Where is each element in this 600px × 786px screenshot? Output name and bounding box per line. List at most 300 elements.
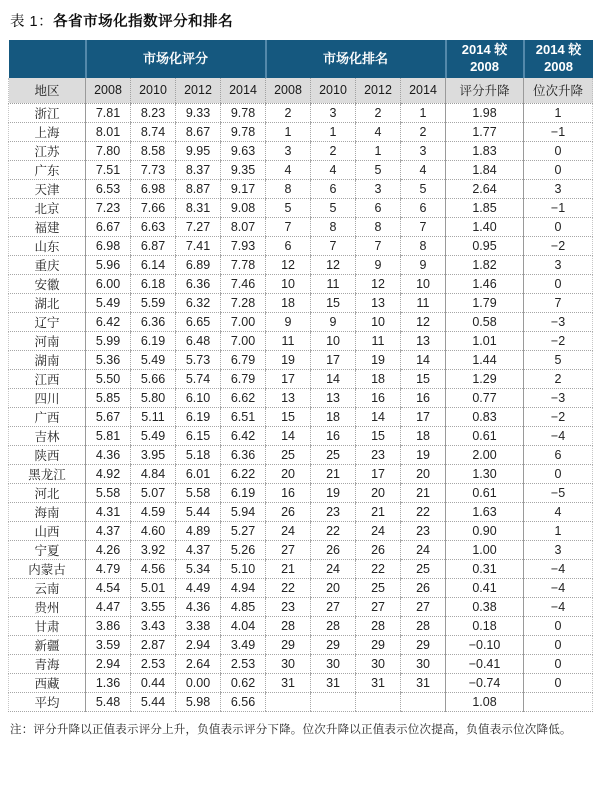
cell-rank-2012: 20	[356, 483, 401, 502]
cell-rank-2012: 30	[356, 654, 401, 673]
cell-score-2010: 5.59	[131, 293, 176, 312]
score-year-header-2010: 2010	[131, 78, 176, 103]
score-change-column-header: 评分升降	[446, 78, 524, 103]
cell-rank-change: 0	[524, 635, 593, 654]
cell-score-2014: 6.19	[221, 483, 266, 502]
cell-rank-2014: 21	[401, 483, 446, 502]
cell-score-2014: 9.08	[221, 198, 266, 217]
cell-score-2008: 7.23	[86, 198, 131, 217]
cell-rank-change: −4	[524, 426, 593, 445]
cell-score-2010: 6.14	[131, 255, 176, 274]
cell-score-2012: 4.49	[176, 578, 221, 597]
cell-score-2008: 5.99	[86, 331, 131, 350]
cell-score-2012: 8.67	[176, 122, 221, 141]
cell-score-2010: 6.18	[131, 274, 176, 293]
table-row	[9, 578, 593, 597]
table-row	[9, 692, 593, 711]
score-year-header-2008: 2008	[86, 78, 131, 103]
cell-score-2014: 4.85	[221, 597, 266, 616]
cell-rank-2010: 3	[311, 103, 356, 122]
cell-rank-2008: 17	[266, 369, 311, 388]
cell-rank-2012: 11	[356, 331, 401, 350]
cell-rank-2010: 24	[311, 559, 356, 578]
cell-score-2008: 5.48	[86, 692, 131, 711]
cell-score-2010: 5.01	[131, 578, 176, 597]
cell-rank-2014: 31	[401, 673, 446, 692]
cell-score-2014: 9.78	[221, 103, 266, 122]
cell-rank-change: 0	[524, 464, 593, 483]
cell-region: 四川	[9, 388, 86, 407]
cell-score-change: 0.77	[446, 388, 524, 407]
cell-rank-2008: 23	[266, 597, 311, 616]
cell-rank-2014: 25	[401, 559, 446, 578]
cell-score-2012: 6.10	[176, 388, 221, 407]
cell-score-2012: 8.31	[176, 198, 221, 217]
cell-score-2014: 6.22	[221, 464, 266, 483]
corner-cell	[9, 40, 86, 78]
table-row	[9, 217, 593, 236]
cell-rank-2008: 14	[266, 426, 311, 445]
cell-region: 河北	[9, 483, 86, 502]
cell-rank-2012: 4	[356, 122, 401, 141]
cell-rank-change: −5	[524, 483, 593, 502]
cell-score-change: 0.18	[446, 616, 524, 635]
cell-rank-2008: 16	[266, 483, 311, 502]
table-row	[9, 312, 593, 331]
table-row	[9, 445, 593, 464]
cell-score-2008: 4.36	[86, 445, 131, 464]
cell-rank-2010: 5	[311, 198, 356, 217]
cell-rank-2010: 9	[311, 312, 356, 331]
cell-rank-2008: 13	[266, 388, 311, 407]
cell-region: 内蒙古	[9, 559, 86, 578]
cell-region: 江苏	[9, 141, 86, 160]
cell-region: 湖北	[9, 293, 86, 312]
cell-score-change: 1.85	[446, 198, 524, 217]
cell-rank-change: 0	[524, 141, 593, 160]
cell-rank-2014: 8	[401, 236, 446, 255]
cell-score-change: 1.29	[446, 369, 524, 388]
cell-rank-change: −4	[524, 559, 593, 578]
cell-rank-2008: 22	[266, 578, 311, 597]
cell-rank-2008: 31	[266, 673, 311, 692]
cell-score-2014: 6.42	[221, 426, 266, 445]
cell-score-2010: 5.44	[131, 692, 176, 711]
cell-score-change: 1.30	[446, 464, 524, 483]
cell-region: 浙江	[9, 103, 86, 122]
cell-region: 湖南	[9, 350, 86, 369]
cell-score-2014: 2.53	[221, 654, 266, 673]
cell-score-change: 0.61	[446, 426, 524, 445]
cell-score-2010: 5.49	[131, 426, 176, 445]
cell-score-2010: 8.58	[131, 141, 176, 160]
cell-rank-change: 0	[524, 673, 593, 692]
cell-score-2008: 5.50	[86, 369, 131, 388]
cell-score-2010: 3.92	[131, 540, 176, 559]
cell-score-change: 0.61	[446, 483, 524, 502]
cell-region: 广西	[9, 407, 86, 426]
cell-rank-2010: 1	[311, 122, 356, 141]
cell-score-2012: 3.38	[176, 616, 221, 635]
cell-rank-change: 6	[524, 445, 593, 464]
sub-header-row	[9, 78, 593, 103]
cell-score-2008: 4.26	[86, 540, 131, 559]
cell-score-2008: 4.31	[86, 502, 131, 521]
rank-change-column-header: 位次升降	[524, 78, 593, 103]
cell-rank-change: 5	[524, 350, 593, 369]
cell-region: 福建	[9, 217, 86, 236]
table-row	[9, 464, 593, 483]
rank-year-header-2008: 2008	[266, 78, 311, 103]
cell-rank-2010: 21	[311, 464, 356, 483]
cell-score-change: 0.95	[446, 236, 524, 255]
cell-rank-2012: 12	[356, 274, 401, 293]
cell-rank-2014: 2	[401, 122, 446, 141]
cell-rank-2010: 20	[311, 578, 356, 597]
cell-score-change: 1.63	[446, 502, 524, 521]
cell-rank-2014: 11	[401, 293, 446, 312]
cell-rank-2012: 16	[356, 388, 401, 407]
cell-rank-change: 1	[524, 521, 593, 540]
cell-rank-change: −2	[524, 331, 593, 350]
cell-rank-2008: 29	[266, 635, 311, 654]
cell-region: 天津	[9, 179, 86, 198]
table-row	[9, 540, 593, 559]
cell-rank-2012: 10	[356, 312, 401, 331]
cell-rank-2008: 26	[266, 502, 311, 521]
cell-score-2012: 7.27	[176, 217, 221, 236]
cell-score-2010: 3.55	[131, 597, 176, 616]
cell-rank-2008: 19	[266, 350, 311, 369]
table-row	[9, 597, 593, 616]
cell-score-2012: 5.74	[176, 369, 221, 388]
table-row	[9, 654, 593, 673]
cell-score-change: 0.58	[446, 312, 524, 331]
table-row	[9, 198, 593, 217]
cell-rank-2014: 16	[401, 388, 446, 407]
cell-score-2012: 5.44	[176, 502, 221, 521]
cell-score-2008: 1.36	[86, 673, 131, 692]
score-change-group-header	[446, 40, 524, 78]
cell-rank-2008: 10	[266, 274, 311, 293]
rank-change-group-header	[524, 40, 593, 78]
cell-score-2010: 3.95	[131, 445, 176, 464]
cell-score-2014: 9.17	[221, 179, 266, 198]
cell-rank-change: 2	[524, 369, 593, 388]
cell-score-2010: 7.73	[131, 160, 176, 179]
footnote: 注：评分升降以正值表示评分上升，负值表示评分下降。位次升降以正值表示位次提高，负值表示位次降低。	[10, 723, 572, 736]
cell-score-2012: 5.98	[176, 692, 221, 711]
cell-rank-2014: 9	[401, 255, 446, 274]
cell-rank-change: −2	[524, 407, 593, 426]
cell-score-2008: 3.86	[86, 616, 131, 635]
cell-score-2008: 6.98	[86, 236, 131, 255]
cell-rank-2008: 6	[266, 236, 311, 255]
cell-score-2014: 6.51	[221, 407, 266, 426]
cell-rank-change: −3	[524, 312, 593, 331]
cell-score-2014: 6.36	[221, 445, 266, 464]
cell-rank-2008: 24	[266, 521, 311, 540]
cell-score-2008: 5.96	[86, 255, 131, 274]
cell-score-2010: 8.23	[131, 103, 176, 122]
cell-region: 青海	[9, 654, 86, 673]
score-year-header-2012: 2012	[176, 78, 221, 103]
cell-score-2008: 5.85	[86, 388, 131, 407]
cell-rank-2010: 18	[311, 407, 356, 426]
cell-score-2014: 7.93	[221, 236, 266, 255]
cell-rank-2008: 12	[266, 255, 311, 274]
cell-region: 甘肃	[9, 616, 86, 635]
cell-rank-2010: 10	[311, 331, 356, 350]
cell-score-2012: 5.58	[176, 483, 221, 502]
cell-score-2010: 5.07	[131, 483, 176, 502]
cell-score-2014: 0.62	[221, 673, 266, 692]
cell-rank-2008: 5	[266, 198, 311, 217]
table-row	[9, 426, 593, 445]
cell-score-2014: 7.00	[221, 312, 266, 331]
table-row	[9, 521, 593, 540]
cell-score-2012: 9.33	[176, 103, 221, 122]
group-header-row	[9, 40, 593, 78]
cell-score-2012: 7.41	[176, 236, 221, 255]
cell-rank-change: −4	[524, 578, 593, 597]
cell-rank-2008: 8	[266, 179, 311, 198]
table-row	[9, 103, 593, 122]
cell-rank-2008: 30	[266, 654, 311, 673]
cell-region: 陕西	[9, 445, 86, 464]
cell-rank-2008: 7	[266, 217, 311, 236]
cell-score-2014: 7.46	[221, 274, 266, 293]
cell-rank-2010: 16	[311, 426, 356, 445]
cell-score-2014: 7.78	[221, 255, 266, 274]
cell-score-change: 1.46	[446, 274, 524, 293]
cell-rank-2008: 11	[266, 331, 311, 350]
cell-rank-2012: 24	[356, 521, 401, 540]
cell-score-change: 1.77	[446, 122, 524, 141]
cell-score-2008: 5.67	[86, 407, 131, 426]
cell-score-2010: 4.84	[131, 464, 176, 483]
cell-score-change: 1.44	[446, 350, 524, 369]
cell-rank-2008: 1	[266, 122, 311, 141]
cell-rank-2008: 28	[266, 616, 311, 635]
cell-rank-2010: 23	[311, 502, 356, 521]
cell-score-2012: 6.15	[176, 426, 221, 445]
cell-rank-change: 7	[524, 293, 593, 312]
cell-rank-2010: 6	[311, 179, 356, 198]
cell-rank-change: 0	[524, 274, 593, 293]
cell-score-2014: 4.94	[221, 578, 266, 597]
cell-rank-change: −1	[524, 198, 593, 217]
table-row	[9, 255, 593, 274]
cell-score-2010: 5.66	[131, 369, 176, 388]
cell-score-2012: 5.34	[176, 559, 221, 578]
cell-score-2008: 3.59	[86, 635, 131, 654]
cell-score-2014: 9.35	[221, 160, 266, 179]
cell-rank-2010: 17	[311, 350, 356, 369]
cell-score-2012: 8.87	[176, 179, 221, 198]
cell-score-change: 1.84	[446, 160, 524, 179]
cell-rank-2014: 15	[401, 369, 446, 388]
rank-change-header-line1: 2014 较	[535, 42, 582, 58]
cell-rank-2014: 27	[401, 597, 446, 616]
cell-rank-change: −2	[524, 236, 593, 255]
cell-rank-2008: 9	[266, 312, 311, 331]
cell-rank-2012	[356, 692, 401, 711]
cell-score-2010: 8.74	[131, 122, 176, 141]
cell-rank-2008: 27	[266, 540, 311, 559]
cell-rank-2008: 3	[266, 141, 311, 160]
cell-rank-change: −4	[524, 597, 593, 616]
cell-score-2010: 5.11	[131, 407, 176, 426]
cell-rank-change: 4	[524, 502, 593, 521]
cell-rank-2008: 25	[266, 445, 311, 464]
cell-score-2010: 6.19	[131, 331, 176, 350]
table-row	[9, 141, 593, 160]
rank-year-header-2012: 2012	[356, 78, 401, 103]
cell-score-change: 0.83	[446, 407, 524, 426]
rank-change-header-line2: 2008	[544, 59, 573, 74]
cell-rank-2014: 5	[401, 179, 446, 198]
cell-score-2014: 9.78	[221, 122, 266, 141]
cell-score-2008: 5.58	[86, 483, 131, 502]
cell-score-2012: 5.73	[176, 350, 221, 369]
cell-rank-change: 3	[524, 255, 593, 274]
cell-region: 北京	[9, 198, 86, 217]
cell-score-2008: 5.36	[86, 350, 131, 369]
cell-rank-2012: 6	[356, 198, 401, 217]
cell-rank-2012: 21	[356, 502, 401, 521]
cell-score-2012: 8.37	[176, 160, 221, 179]
cell-score-2012: 6.19	[176, 407, 221, 426]
table-number-label: 表 1：	[10, 14, 54, 30]
cell-region: 山西	[9, 521, 86, 540]
rank-year-header-2014: 2014	[401, 78, 446, 103]
cell-rank-2014: 1	[401, 103, 446, 122]
cell-score-2008: 4.47	[86, 597, 131, 616]
cell-rank-2012: 17	[356, 464, 401, 483]
cell-rank-2014: 3	[401, 141, 446, 160]
cell-region: 吉林	[9, 426, 86, 445]
cell-rank-change: −3	[524, 388, 593, 407]
table-title-text: 各省市场化指数评分和排名	[53, 14, 234, 30]
cell-rank-2014: 4	[401, 160, 446, 179]
cell-rank-2008: 4	[266, 160, 311, 179]
cell-rank-2012: 13	[356, 293, 401, 312]
cell-score-2012: 2.64	[176, 654, 221, 673]
table-row	[9, 635, 593, 654]
cell-score-2010: 6.63	[131, 217, 176, 236]
region-column-header: 地区	[9, 78, 86, 103]
cell-score-2008: 7.80	[86, 141, 131, 160]
cell-score-change: 0.38	[446, 597, 524, 616]
cell-rank-2010: 26	[311, 540, 356, 559]
cell-score-2012: 6.48	[176, 331, 221, 350]
table-row	[9, 236, 593, 255]
table-row	[9, 673, 593, 692]
cell-score-2012: 4.89	[176, 521, 221, 540]
cell-rank-2010: 8	[311, 217, 356, 236]
table-row	[9, 331, 593, 350]
cell-score-change: −0.10	[446, 635, 524, 654]
cell-rank-2012: 1	[356, 141, 401, 160]
cell-rank-2014: 26	[401, 578, 446, 597]
cell-score-2008: 7.51	[86, 160, 131, 179]
cell-score-2008: 7.81	[86, 103, 131, 122]
cell-score-2014: 6.79	[221, 350, 266, 369]
rank-year-header-2010: 2010	[311, 78, 356, 103]
cell-score-2010: 2.87	[131, 635, 176, 654]
cell-score-change: 0.31	[446, 559, 524, 578]
cell-score-2010: 4.60	[131, 521, 176, 540]
cell-rank-2014: 28	[401, 616, 446, 635]
cell-rank-2012: 9	[356, 255, 401, 274]
cell-region: 新疆	[9, 635, 86, 654]
marketization-index-table	[8, 40, 593, 712]
cell-score-2008: 2.94	[86, 654, 131, 673]
cell-score-change: −0.41	[446, 654, 524, 673]
cell-score-change: 1.40	[446, 217, 524, 236]
score-group-header: 市场化评分	[86, 40, 266, 78]
cell-rank-2014: 19	[401, 445, 446, 464]
cell-rank-2012: 19	[356, 350, 401, 369]
cell-score-change: 0.41	[446, 578, 524, 597]
cell-rank-2012: 28	[356, 616, 401, 635]
cell-score-2008: 4.37	[86, 521, 131, 540]
cell-rank-2014: 14	[401, 350, 446, 369]
cell-rank-2012: 26	[356, 540, 401, 559]
cell-rank-2010: 27	[311, 597, 356, 616]
cell-rank-2010: 30	[311, 654, 356, 673]
cell-score-2012: 6.01	[176, 464, 221, 483]
cell-rank-2014: 23	[401, 521, 446, 540]
cell-rank-change: 0	[524, 160, 593, 179]
cell-rank-2014: 18	[401, 426, 446, 445]
cell-region: 云南	[9, 578, 86, 597]
cell-score-2012: 6.32	[176, 293, 221, 312]
cell-score-2008: 4.92	[86, 464, 131, 483]
cell-score-2008: 6.53	[86, 179, 131, 198]
cell-rank-change: 3	[524, 179, 593, 198]
table-row	[9, 274, 593, 293]
cell-score-change: 1.00	[446, 540, 524, 559]
cell-score-2010: 2.53	[131, 654, 176, 673]
cell-score-2012: 6.65	[176, 312, 221, 331]
cell-rank-2014: 29	[401, 635, 446, 654]
cell-rank-2010: 4	[311, 160, 356, 179]
cell-score-change: 1.01	[446, 331, 524, 350]
cell-region: 辽宁	[9, 312, 86, 331]
table-row	[9, 407, 593, 426]
cell-rank-2012: 7	[356, 236, 401, 255]
cell-rank-2008: 18	[266, 293, 311, 312]
cell-region: 平均	[9, 692, 86, 711]
cell-score-2008: 4.54	[86, 578, 131, 597]
cell-region: 宁夏	[9, 540, 86, 559]
table-row	[9, 122, 593, 141]
cell-score-2012: 6.36	[176, 274, 221, 293]
cell-score-change: 1.82	[446, 255, 524, 274]
cell-rank-change: 0	[524, 654, 593, 673]
cell-score-2014: 9.63	[221, 141, 266, 160]
cell-rank-2010: 22	[311, 521, 356, 540]
cell-rank-2014: 17	[401, 407, 446, 426]
cell-score-2010: 4.56	[131, 559, 176, 578]
cell-score-2014: 5.27	[221, 521, 266, 540]
cell-rank-2014: 24	[401, 540, 446, 559]
cell-score-change: −0.74	[446, 673, 524, 692]
cell-score-2010: 5.49	[131, 350, 176, 369]
cell-region: 西藏	[9, 673, 86, 692]
